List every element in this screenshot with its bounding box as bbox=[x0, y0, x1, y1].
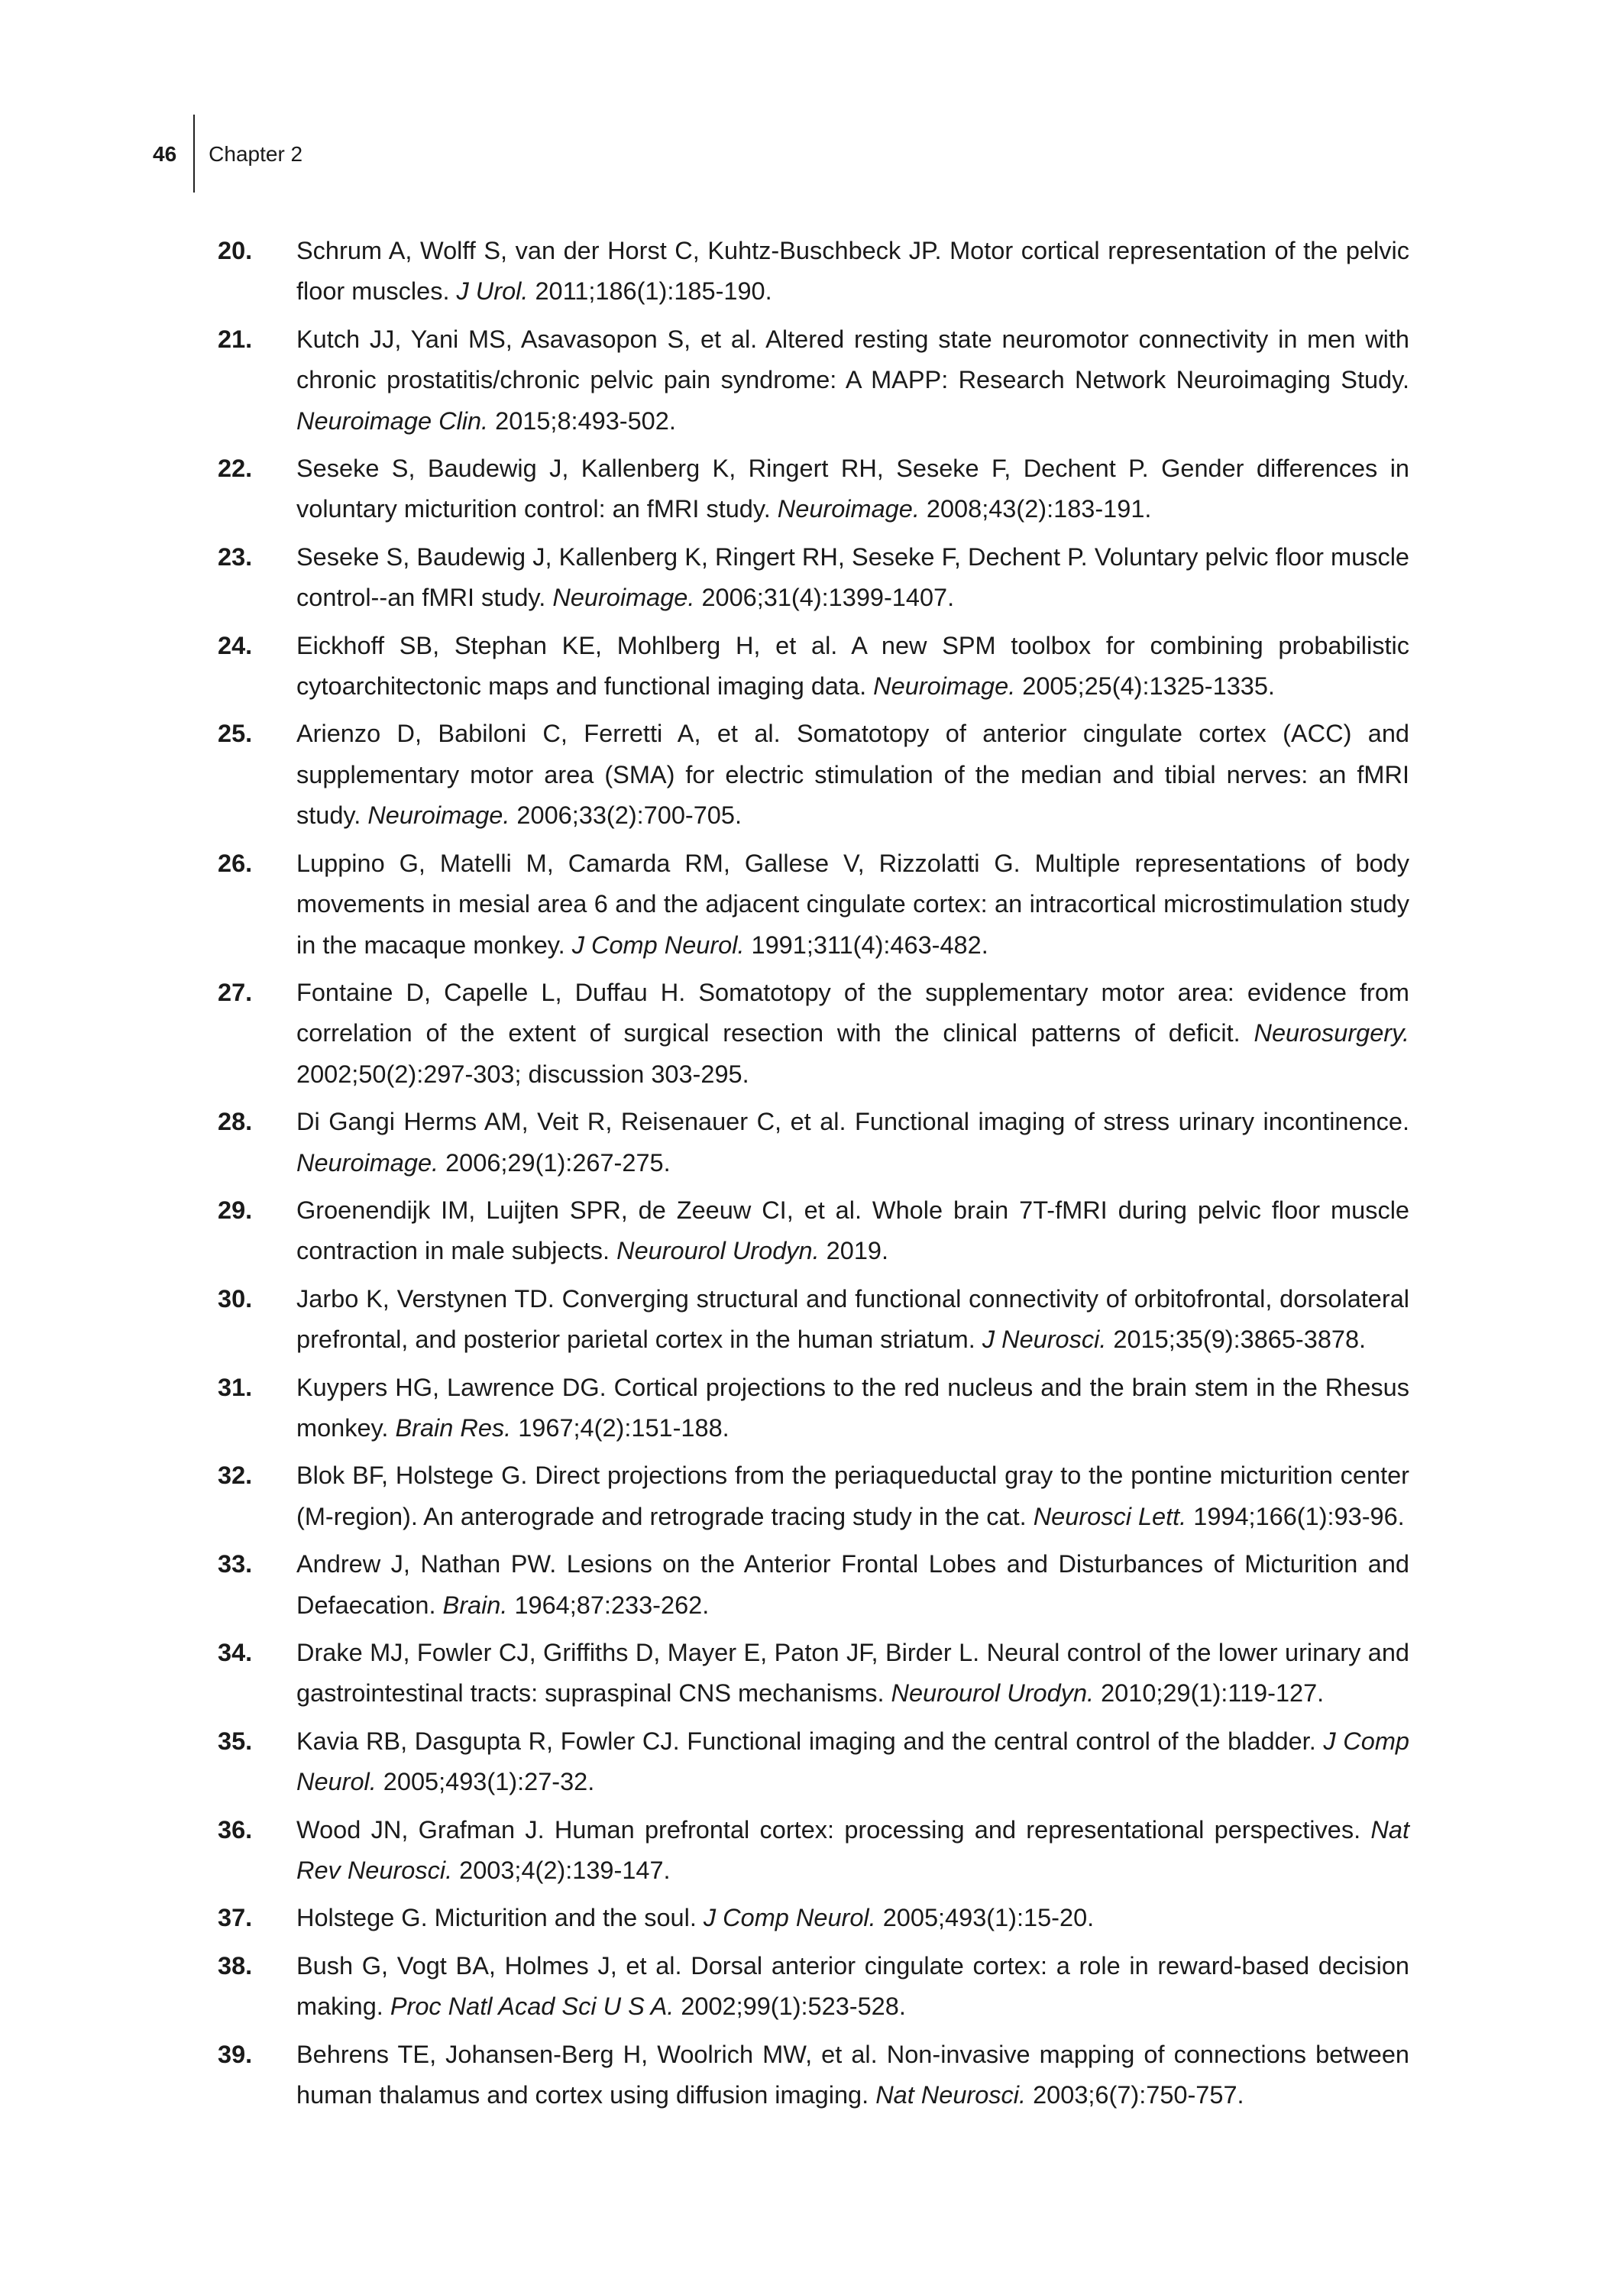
reference-item bbox=[218, 2035, 1409, 2116]
reference-citation: 2003;4(2):139-147. bbox=[452, 1857, 671, 1885]
reference-number: 29. bbox=[218, 1196, 253, 1224]
reference-text: Groenendijk IM, Luijten SPR, de Zeeuw CI, et al. Whole brain 7T-fMRI during pelvic floor muscle contraction in male subjects. bbox=[296, 1196, 1409, 1265]
reference-number: 37. bbox=[218, 1904, 253, 1932]
reference-citation: 2011;186(1):185-190. bbox=[528, 277, 772, 306]
page-header bbox=[153, 115, 302, 193]
reference-journal: Neuroimage. bbox=[367, 801, 510, 830]
reference-number: 25. bbox=[218, 720, 253, 748]
reference-text: Seseke S, Baudewig J, Kallenberg K, Ringert RH, Seseke F, Dechent P. Voluntary pelvic floor muscle control--an fMRI study. bbox=[296, 542, 1409, 612]
reference-journal: Neurosci Lett. bbox=[1033, 1502, 1187, 1530]
reference-text: Arienzo D, Babiloni C, Ferretti A, et al. Somatotopy of anterior cingulate cortex (ACC) and supplementary motor area (SMA) for electric stimulation of the median and tibial nerves: an fMRI study. bbox=[296, 720, 1409, 830]
reference-text: Eickhoff SB, Stephan KE, Mohlberg H, et al. A new SPM toolbox for combining probabilistic cytoarchitectonic maps and functional imaging data. bbox=[296, 631, 1409, 701]
reference-text: Bush G, Vogt BA, Holmes J, et al. Dorsal anterior cingulate cortex: a role in reward-based decision making. bbox=[296, 1951, 1409, 2021]
reference-number: 23. bbox=[218, 542, 253, 571]
reference-number: 39. bbox=[218, 2040, 253, 2068]
reference-text: Seseke S, Baudewig J, Kallenberg K, Ringert RH, Seseke F, Dechent P. Gender differences in voluntary micturition control: an fMRI study. bbox=[296, 455, 1409, 523]
reference-journal: Neuroimage. bbox=[296, 1148, 439, 1177]
reference-number: 36. bbox=[218, 1815, 253, 1844]
reference-text: Fontaine D, Capelle L, Duffau H. Somatotopy of the supplementary motor area: evidence from correlation of the extent of surgical resection with the clinical patterns of deficit. bbox=[296, 978, 1409, 1047]
reference-journal: J Comp Neurol. bbox=[296, 1727, 1409, 1796]
reference-journal: Brain. bbox=[442, 1591, 508, 1619]
reference-item bbox=[218, 714, 1409, 836]
reference-journal: Neuroimage. bbox=[777, 495, 920, 523]
reference-item bbox=[218, 1102, 1409, 1183]
reference-text: Andrew J, Nathan PW. Lesions on the Anterior Frontal Lobes and Disturbances of Micturition and Defaecation. bbox=[296, 1550, 1409, 1619]
reference-citation: 2010;29(1):119-127. bbox=[1094, 1679, 1325, 1708]
reference-journal: J Neurosci. bbox=[982, 1326, 1107, 1354]
reference-journal: J Comp Neurol. bbox=[571, 931, 745, 959]
reference-journal: J Comp Neurol. bbox=[703, 1904, 876, 1932]
running-head-chapter: Chapter 2 bbox=[209, 142, 303, 166]
reference-citation: 2015;35(9):3865-3878. bbox=[1106, 1326, 1367, 1354]
reference-text: Kavia RB, Dasgupta R, Fowler CJ. Functional imaging and the central control of the bladder. bbox=[296, 1727, 1324, 1755]
reference-text: Drake MJ, Fowler CJ, Griffiths D, Mayer E, Paton JF, Birder L. Neural control of the lower urinary and gastrointestinal tracts: supraspinal CNS mechanisms. bbox=[296, 1639, 1409, 1708]
reference-number: 20. bbox=[218, 237, 253, 264]
reference-item bbox=[218, 1279, 1409, 1361]
reference-citation: 1991;311(4):463-482. bbox=[744, 931, 988, 959]
header-divider bbox=[193, 115, 195, 193]
reference-journal: J Urol. bbox=[456, 277, 529, 306]
reference-item bbox=[218, 1368, 1409, 1449]
reference-journal: Brain Res. bbox=[395, 1413, 512, 1442]
reference-journal: Neurosurgery. bbox=[1254, 1019, 1409, 1047]
reference-citation: 1964;87:233-262. bbox=[507, 1591, 710, 1619]
page-number: 46 bbox=[153, 142, 177, 166]
reference-text: Behrens TE, Johansen-Berg H, Woolrich MW, et al. Non-invasive mapping of connections between human thalamus and cortex using diffusion imaging. bbox=[296, 2040, 1409, 2109]
reference-item bbox=[218, 626, 1409, 707]
reference-journal: Nat Rev Neurosci. bbox=[296, 1815, 1409, 1885]
reference-item bbox=[218, 1633, 1409, 1714]
reference-item bbox=[218, 448, 1409, 530]
reference-item bbox=[218, 1721, 1409, 1803]
reference-number: 28. bbox=[218, 1108, 253, 1136]
reference-text: Holstege G. Micturition and the soul. bbox=[296, 1904, 704, 1932]
reference-citation: 2002;99(1):523-528. bbox=[674, 1993, 906, 2021]
reference-citation: 2008;43(2):183-191. bbox=[919, 495, 1152, 523]
reference-citation: 1967;4(2):151-188. bbox=[511, 1413, 730, 1442]
reference-item bbox=[218, 1455, 1409, 1537]
reference-number: 30. bbox=[218, 1284, 253, 1313]
reference-item bbox=[218, 1190, 1409, 1272]
reference-number: 34. bbox=[218, 1639, 253, 1666]
reference-text: Di Gangi Herms AM, Veit R, Reisenauer C, et al. Functional imaging of stress urinary incontinence. bbox=[296, 1108, 1409, 1136]
reference-number: 33. bbox=[218, 1550, 253, 1578]
reference-journal: Neuroimage Clin. bbox=[296, 406, 489, 435]
reference-number: 38. bbox=[218, 1951, 253, 1980]
reference-citation: 2006;31(4):1399-1407. bbox=[694, 584, 955, 612]
reference-citation: 2015;8:493-502. bbox=[488, 406, 676, 435]
reference-item bbox=[218, 1544, 1409, 1626]
reference-number: 26. bbox=[218, 849, 253, 877]
reference-text: Blok BF, Holstege G. Direct projections from the periaqueductal gray to the pontine micturition center (M-region). An anterograde and retrograde tracing study in the cat. bbox=[296, 1462, 1409, 1530]
reference-citation: 2003;6(7):750-757. bbox=[1026, 2081, 1244, 2109]
reference-citation: 2005;493(1):15-20. bbox=[875, 1904, 1095, 1932]
reference-item bbox=[218, 1810, 1409, 1892]
reference-number: 31. bbox=[218, 1373, 253, 1401]
reference-text: Jarbo K, Verstynen TD. Converging structural and functional connectivity of orbitofrontal, dorsolateral prefrontal, and posterior parietal cortex in the human striatum. bbox=[296, 1284, 1409, 1354]
reference-item bbox=[218, 843, 1409, 966]
reference-journal: Neuroimage. bbox=[552, 584, 695, 612]
reference-number: 27. bbox=[218, 978, 253, 1006]
reference-journal: Neurourol Urodyn. bbox=[616, 1237, 820, 1265]
reference-item bbox=[218, 537, 1409, 619]
reference-journal: Proc Natl Acad Sci U S A. bbox=[390, 1993, 675, 2021]
reference-journal: Nat Neurosci. bbox=[875, 2081, 1027, 2109]
reference-citation: 2005;493(1):27-32. bbox=[376, 1768, 595, 1796]
reference-item bbox=[218, 1946, 1409, 2028]
reference-text: Kuypers HG, Lawrence DG. Cortical projections to the red nucleus and the brain stem in the Rhesus monkey. bbox=[296, 1373, 1409, 1442]
reference-journal: Neuroimage. bbox=[873, 672, 1016, 701]
reference-citation: 2006;29(1):267-275. bbox=[438, 1148, 671, 1177]
reference-item bbox=[218, 319, 1409, 442]
reference-number: 35. bbox=[218, 1727, 253, 1755]
reference-number: 22. bbox=[218, 455, 253, 483]
reference-text: Schrum A, Wolff S, van der Horst C, Kuhtz-Buschbeck JP. Motor cortical representation of the pelvic floor muscles. bbox=[296, 237, 1409, 306]
reference-text: Luppino G, Matelli M, Camarda RM, Gallese V, Rizzolatti G. Multiple representations of body movements in mesial area 6 and the adjacent cingulate cortex: an intracortical microstimulation study in the macaque monkey. bbox=[296, 849, 1409, 959]
reference-number: 21. bbox=[218, 325, 253, 353]
reference-citation: 2019. bbox=[819, 1237, 888, 1265]
reference-text: Kutch JJ, Yani MS, Asavasopon S, et al. Altered resting state neuromotor connectivity in men with chronic prostatitis/chronic pelvic pain syndrome: A MAPP: Research Network Neuroimaging Study. bbox=[296, 325, 1409, 394]
reference-text: Wood JN, Grafman J. Human prefrontal cortex: processing and representational perspectives. bbox=[296, 1815, 1371, 1844]
reference-number: 32. bbox=[218, 1462, 253, 1490]
reference-citation: 1994;166(1):93-96. bbox=[1186, 1502, 1405, 1530]
reference-item bbox=[218, 231, 1409, 312]
reference-citation: 2005;25(4):1325-1335. bbox=[1015, 672, 1275, 701]
reference-citation: 2002;50(2):297-303; discussion 303-295. bbox=[296, 1060, 749, 1088]
reference-number: 24. bbox=[218, 631, 253, 659]
reference-item bbox=[218, 973, 1409, 1095]
reference-item bbox=[218, 1898, 1409, 1938]
reference-journal: Neurourol Urodyn. bbox=[891, 1679, 1095, 1708]
reference-list bbox=[218, 231, 1409, 2122]
reference-citation: 2006;33(2):700-705. bbox=[510, 801, 742, 830]
